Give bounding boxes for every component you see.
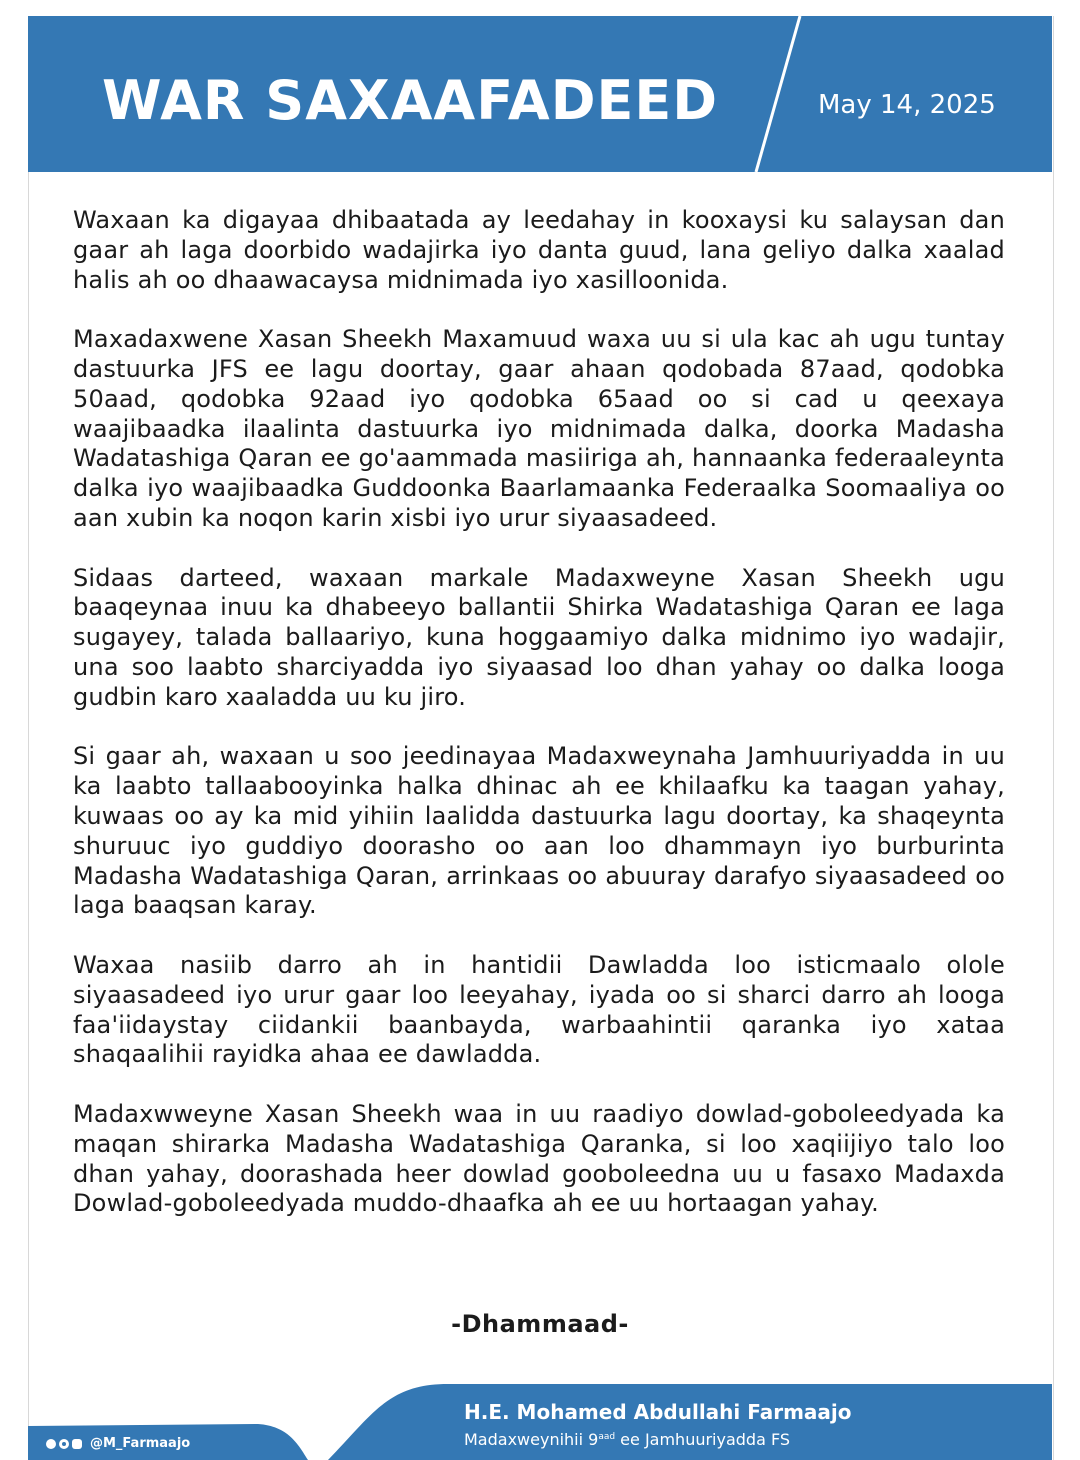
author-role xyxy=(464,1430,790,1449)
facebook-icon[interactable] xyxy=(46,1439,56,1449)
header-divider-slash xyxy=(754,16,802,172)
release-date: May 14, 2025 xyxy=(818,90,996,120)
author-role-prefix: Madaxweynihii 9 xyxy=(464,1430,599,1449)
author-role-suffix: ee Jamhuuriyadda FS xyxy=(615,1430,791,1449)
header-banner xyxy=(28,16,1052,172)
paragraph-6: Madaxwweyne Xasan Sheekh waa in uu raadiyo dowlad-goboleedyada ka maqan shirarka Madasha Wadatashiga Qaranka, si loo xaqiijiyo talo loo dhan yahay, doorashada heer dowlad gooboleedna uu u fasaxo Madaxda Dowlad-goboleedyada muddo-dhaafka ah ee uu hortaagan yahay. xyxy=(73,1099,1005,1218)
x-icon[interactable] xyxy=(59,1439,69,1449)
paragraph-3: Sidaas darteed, waxaan markale Madaxweyne Xasan Sheekh ugu baaqeynaa inuu ka dhabeeyo ballantii Shirka Wadatashiga Qaran ee laga sugayey, talada ballaariyo, kuna hoggaamiyo dalka midnimo iyo wadajir, una soo laabto sharciyadda iyo siyaasad loo dhan yahay oo dalka looga gudbin karo xaaladda uu ku jiro. xyxy=(73,563,1005,711)
paragraph-1: Waxaan ka digayaa dhibaatada ay leedahay in kooxaysi ku salaysan dan gaar ah laga doorbido wadajirka iyo danta guud, lana geliyo dalka xaalad halis ah oo dhaawacaysa midnimada iyo xasilloonida. xyxy=(73,206,1005,294)
press-release-body xyxy=(73,206,1005,1249)
author-role-superscript: aad xyxy=(598,1432,616,1442)
social-links[interactable] xyxy=(46,1436,190,1451)
paragraph-2: Maxadaxwene Xasan Sheekh Maxamuud waxa uu si ula kac ah ugu tuntay dastuurka JFS ee lagu doortay, gaar ahaan qodobada 87aad, qodobka 50aad, qodobka 92aad iyo qodobka 65aad oo si cad u qeexaya waajibaadka ilaalinta dastuurka iyo midnimada dalka, doorka Madasha Wadatashiga Qaran ee go'aammada masiiriga ah, hannaanka federaaleynta dalka iyo waajibaadka Guddoonka Baarlamaanka Federaalka Soomaaliya oo aan xubin ka noqon karin xisbi iyo urur siyaasadeed. xyxy=(73,325,1005,532)
paragraph-4: Si gaar ah, waxaan u soo jeedinayaa Madaxweynaha Jamhuuriyadda in uu ka laabto tallaabooyinka halka dhinac ah ee khilaafku ka taagan yahay, kuwaas oo ay ka mid yihiin laalidda dastuurka lagu doortay, ka shaqeynta shuruuc iyo guddiyo doorasho oo aan loo dhammayn iyo burburinta Madasha Wadatashiga Qaran, arrinkaas oo abuuray darafyo siyaasadeed oo laga baaqsan karay. xyxy=(73,742,1005,920)
paragraph-5: Waxaa nasiib darro ah in hantidii Dawladda loo isticmaalo olole siyaasadeed iyo urur gaar loo leeyahay, iyada oo si sharci darro ah looga faa'iidaystay ciidankii baanbayda, warbaahintii qaranka iyo xataa shaqaalihii rayidka ahaa ee dawladda. xyxy=(73,950,1005,1069)
page-title: WAR SAXAAFADEED xyxy=(102,69,719,132)
author-name: H.E. Mohamed Abdullahi Farmaajo xyxy=(464,1400,852,1424)
instagram-icon[interactable] xyxy=(72,1439,82,1449)
footer-banner xyxy=(28,1384,1052,1460)
signoff: -Dhammaad- xyxy=(451,1310,629,1338)
social-handle[interactable]: @M_Farmaajo xyxy=(90,1436,191,1451)
